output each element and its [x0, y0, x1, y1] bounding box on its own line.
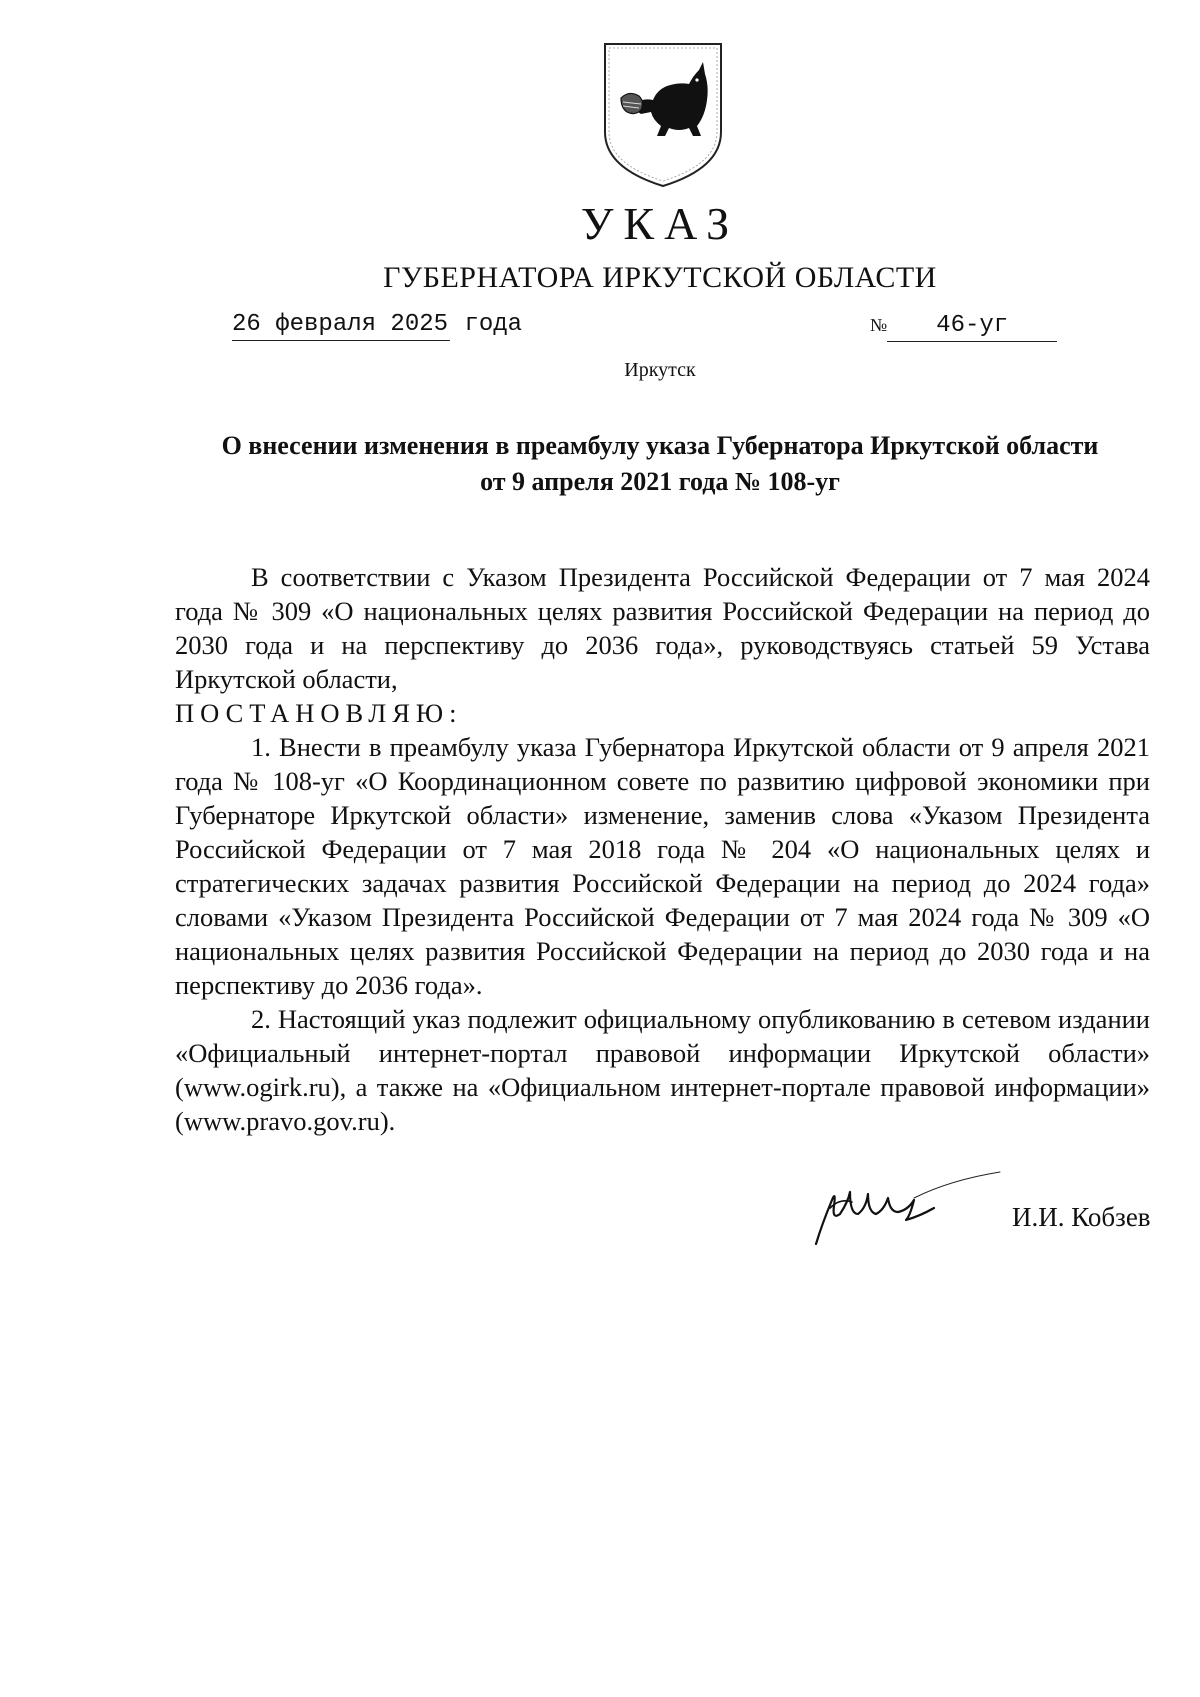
item-2-paragraph: 2. Настоящий указ подлежит официальному опубликованию в сетевом издании «Официальный интернет-портал правовой информации Иркутской области» (www.ogirk.ru), а также на «Официальном интернет-портале правовой информации» (www.pravo.gov.ru).	[175, 1004, 1150, 1136]
number-sign: №	[870, 315, 888, 335]
number-value: 46-уг	[887, 311, 1057, 342]
document-subtitle: ГУБЕРНАТОРА ИРКУТСКОЙ ОБЛАСТИ	[383, 261, 937, 294]
heading-line-2: от 9 апреля 2021 года № 108-уг	[480, 467, 840, 496]
document-title: УКАЗ	[580, 198, 740, 249]
resolve-word: ПОСТАНОВЛЯЮ:	[175, 698, 463, 728]
item-1-paragraph: 1. Внести в преамбулу указа Губернатора Иркутской области от 9 апреля 2021 года № 108-уг «О Координационном совете по развитию цифровой экономики при Губернаторе Иркутской области» изменение, заменив слова «Указом Президента Российской Федерации от 7 мая 2018 года № 204 «О национальных целях и стратегических задачах развития Российской Федерации на период до 2024 года» словами «Указом Президента Российской Федерации от 7 мая 2024 года № 309 «О национальных целях развития Российской Федерации на период до 2030 года и на перспективу до 2036 года».	[175, 732, 1150, 1000]
date-suffix: года	[464, 311, 523, 338]
preamble-paragraph: В соответствии с Указом Президента Российской Федерации от 7 мая 2024 года № 309 «О национальных целях развития Российской Федерации на период до 2030 года и на перспективу до 2036 года», руководствуясь статьей 59 Устава Иркутской области,	[175, 562, 1150, 694]
coat-of-arms-icon	[601, 40, 725, 190]
document-number	[870, 310, 1070, 342]
city: Иркутск	[624, 359, 696, 381]
document-date	[232, 310, 522, 341]
decree-body	[175, 560, 1150, 1138]
heading-line-1: О внесении изменения в преамбулу указа Губернатора Иркутской области	[221, 431, 1099, 460]
signer-name: И.И. Кобзев	[1012, 1202, 1151, 1232]
date-value: 26 февраля 2025	[232, 310, 450, 341]
decree-heading	[170, 428, 1150, 500]
handwritten-signature	[810, 1168, 1020, 1248]
